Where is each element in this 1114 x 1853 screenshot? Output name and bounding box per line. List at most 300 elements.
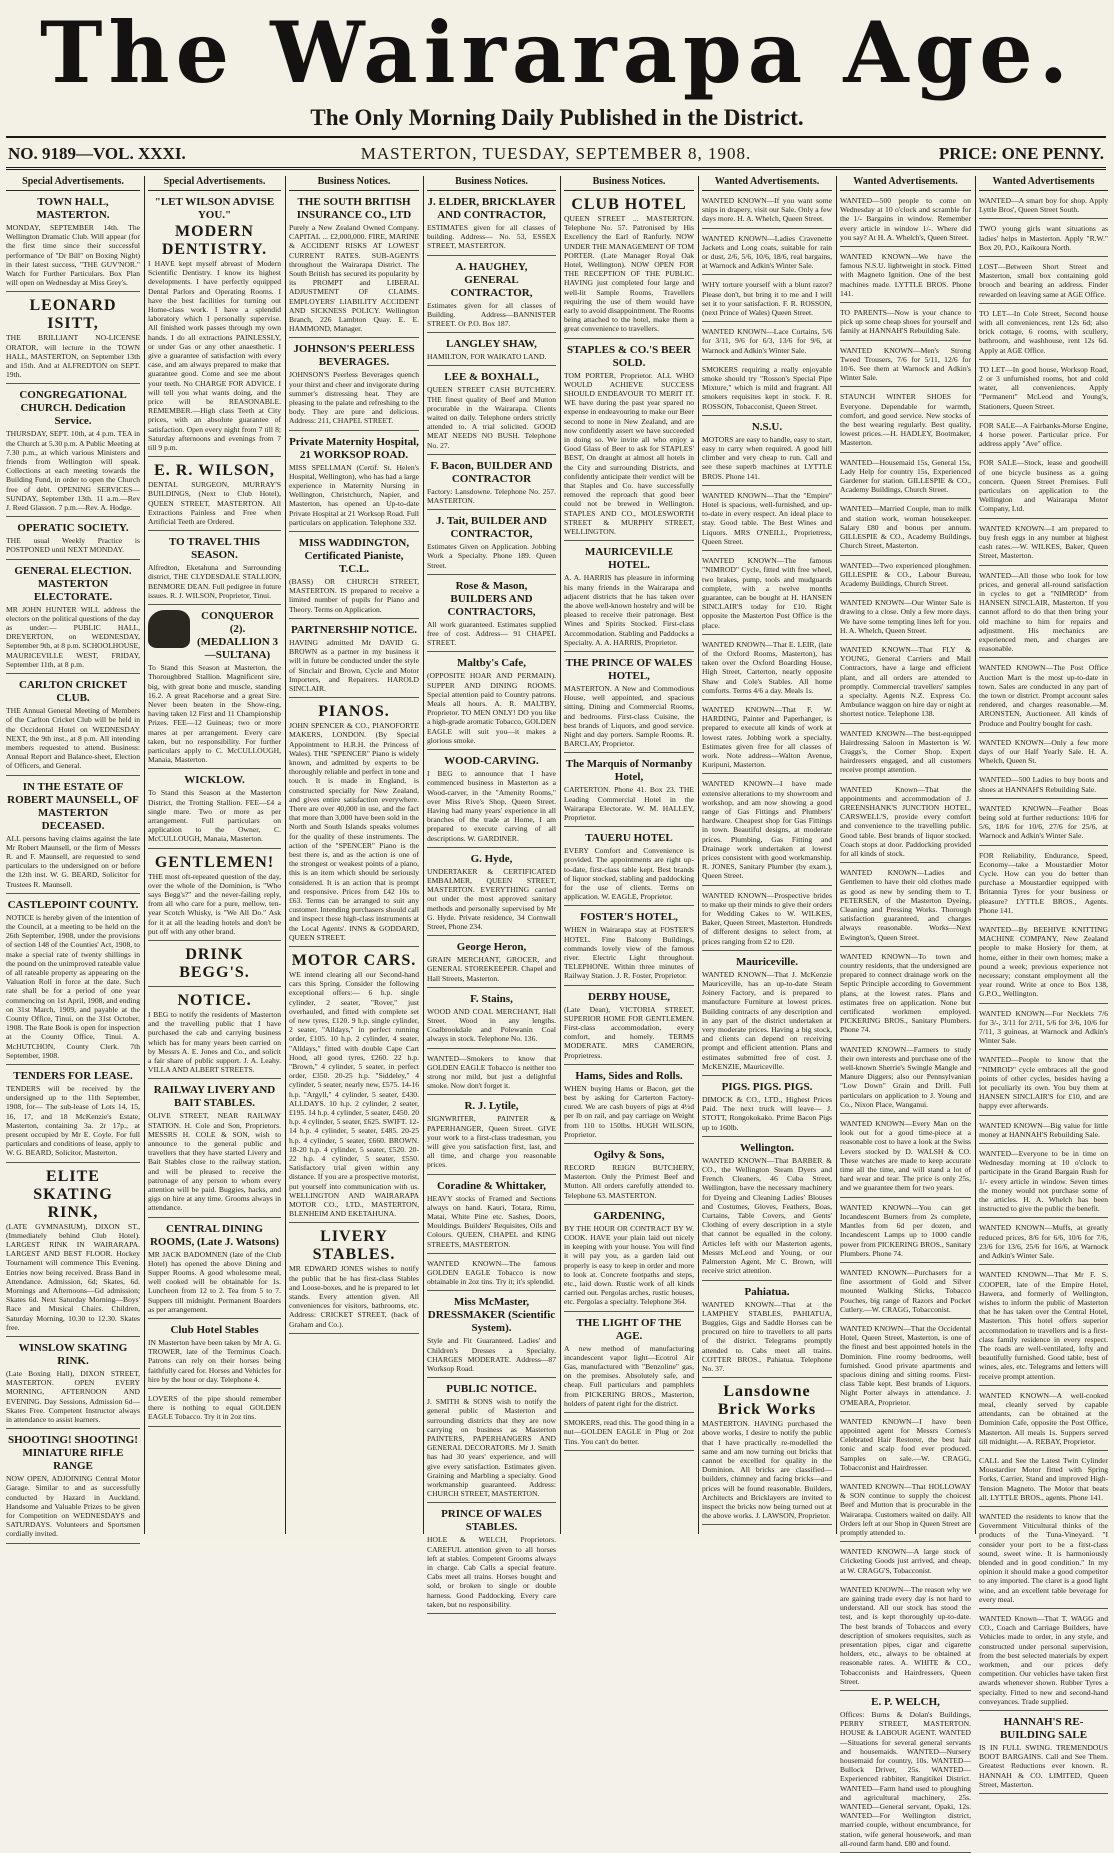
advertisement-body: A. A. HARRIS has pleasure in informing his many friends in the Wairarapa and adjacent districts that he has taken over the above well-known hostelry and will be pleased to receive their patronage. Best Wines and Spirits Stocked. First-class Accommodation. Stabling and Paddocks a Specialty. A. A. HARRIS, Proprietor.	[564, 573, 694, 647]
advertisement-body: WHEN buying Hams or Bacon, get the best by asking for Carterton Factory-cured. We are cash buyers of pigs at 4½d per lb on rail, and pay carriage on Weight from 110 to 150lbs. HUGH WILSON, Proprietor.	[564, 1083, 694, 1139]
advertisement	[6, 520, 140, 559]
advertisement-heading: MAURICEVILLE HOTEL.	[584, 546, 673, 572]
advertisement-display-heading: GENTLEMEN!	[154, 853, 275, 871]
advertisement-body: UNDERTAKER & CERTIFICATED EMBALMER, QUEEN STREET, MASTERTON. EVERYTHING carried out under the most approved sanitary methods and personally supervised by Mr G. Hyde. Private residence, 34 Cornwall Street, Phone 234.	[427, 866, 556, 931]
advertisement	[289, 194, 419, 338]
advertisement-body: DENTAL SURGEON, MURRAY'S BUILDINGS, (Next to Club Hotel), QUEEN STREET, MASTERTON. All Extractions Painless and Free when Artificial Teeth are Ordered.	[148, 480, 281, 527]
advertisement-heading: TAUERU HOTEL	[585, 832, 673, 845]
advertisement	[840, 1545, 971, 1580]
advertisement	[702, 489, 832, 551]
advertisement-heading: R. J. Lytile,	[464, 1100, 519, 1113]
advertisement	[702, 1284, 832, 1379]
advertisement-body: WANTED—People to know that the "NIMROD" cycle embraces all the good points of other cycles, besides having a lot peculiarly its own. You buy them at HANSEN SINCLAIR'S for £10, and are happy ever afterwards.	[979, 1055, 1108, 1111]
advertisement-body: OLIVE STREET, NEAR RAILWAY STATION. H. Cole and Son, Proprietors. MESSRS H. COLE & SON, wish to announce to the general public and travellers that they have started Livery and Bait Stables close to the railway station, and will be pleased to receive the patronage of any person to whom every attention will be paid. Buggies, hacks, and gigs on hire at any time. Grooms always in attendance.	[148, 1111, 281, 1213]
advertisement-body: WANTED—A smart boy for shop. Apply Lyttle Bros', Queen Street South.	[979, 196, 1108, 215]
advertisement-heading: OPERATIC SOCIETY.	[17, 522, 129, 535]
advertisement	[979, 661, 1108, 732]
column-header: Special Advertisements.	[6, 176, 140, 191]
advertisement-heading: RAILWAY LIVERY AND BAIT STABLES.	[153, 1084, 276, 1110]
column-header: Business Notices.	[427, 176, 556, 191]
advertisement-body: IS IN FULL SWING. TREMENDOUS BOOT BARGAINS. Call and See Them. Greatest Reductions ever known. R. HANNAH & CO. LIMITED, Queen Street, Masterton.	[979, 1743, 1108, 1789]
advertisement-body: WANTED KNOWN—The reason why we are gaining trade every day is not hard to understand. All our stock has stood the test, and is kept thoroughly up-to-date. The best brands of Tobaccos and every description of smokers requisites, such as presentation pipes, cigar and cigarette holders, etc., always to be obtained at reasonable rates. A. WHITE & CO., Tobacconists and Hairdressers, Queen Street.	[840, 1584, 971, 1686]
horse-illustration	[148, 610, 190, 648]
advertisement-heading: WOOD-CARVING.	[444, 755, 539, 768]
advertisement-heading: THE SOUTH BRITISH INSURANCE CO., LTD	[296, 196, 412, 221]
advertisement-heading: Maltby's Cafe,	[456, 657, 527, 670]
advertisement	[840, 643, 971, 724]
advertisement	[564, 909, 694, 985]
advertisement	[979, 1147, 1108, 1218]
advertisement-heading: THE LIGHT OF THE AGE.	[576, 1316, 682, 1342]
advertisement-body: WANTED KNOWN—The Post Office Auction Mart is the most up-to-date in town. Sales are conducted in any part of the town or district. Prompt account sales rendered, and charges reasonable.—M. ARONSTEN, Auctioneer. All kinds of Produce and Poultry bought for cash.	[979, 663, 1108, 728]
advertisement	[6, 779, 140, 894]
advertisement	[6, 194, 140, 292]
advertisement	[979, 522, 1108, 566]
advertisement	[427, 458, 556, 510]
advertisement-body: WANTED KNOWN—Our Winter Sale is drawing to a close. Only a few more days. We have some tempting lines left for you. H. A. Whelch, Queen Street.	[840, 598, 971, 635]
advertisement-heading: Wellington.	[739, 1141, 795, 1154]
advertisement-body: WANTED Known—That the appointments and accommodation of J. GREENSHANK'S JUNCTION HOTEL, CARSWELL'S, provide every comfort and convenience to the travelling public. Good table. Best brands of liquor stocked. Coach stops at door. Paddocking provided for all kinds of stock.	[840, 784, 971, 858]
advertisement	[979, 736, 1108, 771]
advertisement-body: (BASS) OR CHURCH STREET, MASTERTON. IS prepared to receive a limited number of pupils for Piano and Theory. Terms on Application.	[289, 577, 419, 614]
advertisement-body: JOHN SPENCER & CO., PIANOFORTE MAKERS, LONDON. (By Special Appointment to H.R.H. the Princess of Wales). THE "SPENCER" Piano is widely known, and admitted by experts to be thoroughly reliable and perfect in tone and touch. It is made in England, is constructed specially for New Zealand, and gives entire satisfaction everywhere. There are over 40,000 in use, and the fact that more than 3,000 have been sold in the North and South Islands speaks volumes for the quality of these instruments. The action of the "SPENCER" Piano is the best there is, and as the action is one of the strongest or weakest points of a piano, this is an item which should be seriously considered. It is an action that is prompt and responsive. Prices from £42 10s to £63. Terms can be arranged to suit any customer. Intending purchasers should call and inspect these high-class instruments at the Local Agents'. INNS & GODDARD, QUEEN STREET.	[289, 721, 419, 942]
issue-price: PRICE: ONE PENNY.	[938, 144, 1104, 163]
advertisement-body: WANTED KNOWN—A large stock of Cricketing Goods just arrived, and cheap, at W. CRAGG'S, Tobacconist.	[840, 1547, 971, 1575]
advertisement-body: STAUNCH WINTER SHOES for Everyone. Dependable for warmth, comfort, and good service. New stocks of the best wearing regularly. Best quality, lowest prices.—H. HADLEY, Bootmaker, Masterton.	[840, 392, 971, 448]
advertisement	[702, 554, 832, 635]
advertisement	[840, 344, 971, 388]
advertisement-body: WANTED KNOWN—A well-cooked meal, cleanly served by capable attendants, can be obtained at the Dominion Cafe, opposite the Post Office, Masterton. All meals 1s. Suppers served till midnight.—A. REBAY, Proprietor.	[979, 1390, 1108, 1446]
advertisement	[148, 990, 281, 1079]
advertisement	[148, 608, 281, 769]
advertisement	[979, 260, 1108, 304]
advertisement-body: (LATE GYMNASIUM), DIXON ST., (Immediately behind Club Hotel). LARGEST RINK IN WAIRARAPA. LARGEST AND BEST FLOOR. Hockey Tournament will commence This Evening. Entries now being received. Brass Band in Attendance. Admission, 6d; Skates, 6d. Mornings and Afternoons—Gd admission; Skates 6d. Next Saturday Morning—Boys' Race and Musical Chairs. Children, Saturday Morning, 10.30 to 12.30. Skates free.	[6, 1221, 140, 1332]
advertisement-body: FOR Reliability, Endurance, Speed, Economy—take a Moustardier Motor Cycle. How can you do better than purchase a Moustardier equipped with Britannia Tyres for your business or pleasure? LYTTLE BROS., Agents. Phone 141.	[979, 850, 1108, 915]
advertisement-body: WANTED KNOWN—I am prepared to buy fresh eggs in any number at highest cash rates.—W. WILKES, Baker, Queen Street, Masterton.	[979, 523, 1108, 561]
advertisement-body: Offices: Burns & Dolan's Buildings, PERRY STREET, MASTERTON. HOUSE & LABOUR AGENT. WANTED—Situations for several general servants and housemaids. WANTED—Nursery housemaid for country, 10s. WANTED—Bullock Driver, 25s. WANTED—Experienced rabbiter, Rangitikei District. WANTED—Farm hand used to ploughing and agricultural machinery, 25s. WANTED—General servant, Opaki, 12s. WANTED—For Wellington district, married couple, without encumbrance, for station, wife general housework, and man all-round farm hand. £80 and found.	[840, 1710, 971, 1848]
advertisement-body: TO LET—In Cole Street, Second house with all conveniences, rent 12s 6d; also brick cottage, 6 rooms, with scullery, bathroom, and washhouse, rent 12s 6d. Apply at AGE Office.	[979, 308, 1108, 355]
advertisement-body: To Stand this Season at the Masterton District, the Trotting Stallion. FEE—£4 a single mare. Two or more as per arrangement. Full particulars on application to the Owner, C. McCULLOUGH, Manaia, Masterton.	[148, 788, 281, 844]
advertisement	[427, 1381, 556, 1503]
advertisement-body: All work guaranteed. Estimates supplied free of cost. Address— 91 CHAPEL STREET.	[427, 619, 556, 648]
advertisement-body: JOHNSON'S Peerless Beverages quench your thirst and cheer and invigorate during summer's distressing heat. They are pleasing to the palate and refreshing to the body. They are pure and delicious. Address: 211, CHAPEL STREET.	[289, 370, 419, 426]
advertisement	[6, 1068, 140, 1163]
advertisement	[840, 950, 971, 1040]
advertisement-body: LOST—Between Short Street and Masterton, small box containing gold brooch and bearing an address. Finder rewarded on leaving same at AGE Office.	[979, 262, 1108, 299]
advertisement-heading: F. Bacon, BUILDER AND CONTRACTOR	[430, 459, 553, 485]
advertisement-body: ALL persons having claims against the late Mr Robert Maunsell, or the firm of Messrs R. and F. Maunsell, are requested to send particulars to the undersigned on or before the 12th inst. W. G. BEARD, Solicitor for Trustees R. Maunsell.	[6, 833, 140, 889]
advertisement	[564, 1315, 694, 1413]
advertisement	[427, 939, 556, 988]
advertisement	[427, 1257, 556, 1292]
advertisement-heading: DERBY HOUSE,	[587, 990, 671, 1003]
advertisement-heading: WINSLOW SKATING RINK.	[18, 1342, 128, 1368]
advertisement-body: MISS SPELLMAN (Certif. St. Helen's Hospital, Wellington), who has had a large experience in Maternity Nursing in Wellington, Christchurch, Napier, and Masterton, has opened an Up-to-date Private Hospital at 21 Worksop Road. Full particulars on application. Telephone 332.	[289, 462, 419, 527]
advertisement	[564, 756, 694, 827]
advertisement-body: WANTED—All those who look for low prices, and general all-round satisfaction in cycles to get a "NIMROD" from HANSEN SINCLAIR, Masterton. If you cannot afford to do that then bring your old machine to him for repairs and adjustment. His mechanics are experienced men, and charges are reasonable.	[979, 570, 1108, 654]
advertisement	[702, 777, 832, 885]
advertisement-body: WANTED KNOWN—That the "Empire" Hotel is spacious, well-furnished, and up-to-date in every respect. An ideal place to stay. Good table. The Best Wines and Liquors. MRS O'NEILL, Proprietress, Queen Street.	[702, 490, 832, 546]
advertisement	[840, 727, 971, 780]
advertisement-body: Factory: Lansdowne. Telephone No. 257. MASTERTON.	[427, 486, 556, 506]
advertisement	[979, 1053, 1108, 1115]
advertisement-body: (OPPOSITE HOAR AND PERMAIN). SUPPER AND DINING ROOMS. Special attention paid to Country patrons. Meals all hours. A. R. MALTBY, Proprietor. TO MEN ONLY! DO you like a high-grade aromatic Tobacco, GOLDEN EAGLE will suit you—it makes a glorious smoke.	[427, 671, 557, 745]
advertisement-heading: Coradine & Whittaker,	[436, 1179, 547, 1192]
advertisement	[840, 390, 971, 452]
advertisement	[979, 569, 1108, 659]
advertisement-heading: TO TRAVEL THIS SEASON.	[169, 536, 260, 562]
advertisement-heading: CASTLEPOINT COUNTY.	[7, 898, 139, 911]
advertisement-body: WANTED—Smokers to know that GOLDEN EAGLE Tobacco is neither too strong nor mild, but just a delightful smoke. Now don't forget it.	[427, 1053, 556, 1091]
advertisement-body: WANTED—Married Couple, man to milk and station work, woman housekeeper. Salary £80 and bonus per annum. GILLESPIE & CO., Academy Buildings, Church Street, Masterton.	[840, 504, 971, 551]
advertisement-display-heading: PIANOS.	[318, 703, 390, 721]
column-1	[3, 176, 143, 1539]
advertisement	[148, 852, 281, 941]
advertisement	[148, 534, 281, 605]
advertisement	[979, 194, 1108, 219]
advertisement-body: TWO young girls want situations as ladies' helps in Masterton. Apply "R.W." Box 20, P.O., Kaikoura North.	[979, 224, 1108, 252]
advertisement	[564, 544, 694, 652]
advertisement	[979, 222, 1108, 257]
advertisement-body: WANTED KNOWN—Ladies Cravenette Jackets and Long coats, suitable for rain or dust, 2/6, 5/6, 10/6, 18/6, real bargains, at Warnock and Adkin's Winter Sale.	[702, 233, 832, 271]
advertisement	[148, 1322, 281, 1389]
column-header: Special Advertisements.	[148, 176, 281, 191]
advertisement-heading: CENTRAL DINING ROOMS, (Late J. Watsons)	[149, 1222, 280, 1248]
column-header: Wanted Advertisements.	[840, 176, 971, 191]
advertisement-heading: PUBLIC NOTICE.	[446, 1383, 537, 1396]
column-8	[976, 176, 1111, 1789]
column-2	[145, 176, 284, 1536]
advertisement-body: MR JOHN HUNTER WILL address the electors on the political questions of the day as under:— PUBLIC HALL, DREYERTON, on WEDNESDAY, September 9th, at 8 p.m. SCHOOLHOUSE, MAURICEVILLE WEST, FRIDAY, September 11th, at 8 p.m.	[6, 604, 140, 669]
advertisement-body: WANTED KNOWN—The famous "NIMROD" Cycle, fitted with free wheel, two brakes, pump, tools and mudguards complete, with a twelve months guarantee, can be bought at H. HANSEN SINCLAIR'S today for £10. Right opposite the Masterton Post Office is the place.	[702, 556, 832, 630]
advertisement	[6, 387, 140, 517]
advertisement	[840, 866, 971, 947]
advertisement	[979, 773, 1108, 798]
advertisement-body: WANTED KNOWN—I have made extensive alterations to my showroom and workshop, and am now showing a good range of Gas Fittings and Plumbers' hardware. Cheapest shop for Gas Fittings in town. Beautiful designs, at moderate prices. Plumbing, Gas Fitting and Drainage work undertaken at lowest prices consistent with good workmanship. R. JONES, Sanitary Plumber (by exam.), Queen Street.	[702, 779, 832, 881]
advertisement-heading: GARDENING,	[593, 1209, 665, 1222]
advertisement-body: LOVERS of the pipe should remember there is nothing to equal GOLDEN EAGLE Tobacco. Try it in 2oz tins.	[148, 1394, 281, 1422]
advertisement	[979, 849, 1108, 920]
advertisement	[564, 655, 694, 753]
advertisement	[979, 1007, 1108, 1051]
advertisement-body: TENDERS will be received by the undersigned up to the 11th September, 1908, for— The sub-lease of Lots 14, 15, 16, 17, and 18 McKenzie's Estate, Masterton, containing 3a. 2r 17p., at present occupied by Mr E. Coyle. For full particulars and conditions of lease, apply to W. G. BEARD, Solicitor, Masterton.	[6, 1083, 140, 1158]
advertisement-body: QUEEN STREET CASH BUTCHERY. THE finest quality of Beef and Mutton procurable in the Wairarapa. Clients waited on daily. Telephone orders strictly attended to. A trial solicited. GOOD MEAT NEEDS NO BUSH. Telephone No. 27.	[427, 385, 556, 450]
advertisement	[702, 1140, 832, 1281]
advertisement-body: BY THE HOUR OR CONTRACT BY W. COOK. HAVE your plain laid out nicely in keeping with your house. You will find it will pay you, as a garden laid out properly is easy to keep in order and more to look at. Concrete footpaths and steps, etc., laid down. Rustic work of all kinds carried out. Pergolas arches, rustic houses, etc. Pergolas a specialty. Telephone 364.	[564, 1223, 694, 1307]
advertisement	[289, 950, 419, 1223]
advertisement-heading: CARLTON CRICKET CLUB.	[19, 679, 127, 705]
column-5	[561, 176, 697, 1536]
advertisement	[564, 1147, 694, 1205]
advertisement	[702, 1381, 832, 1525]
advertisement-body: FOR SALE—Stock, lease and goodwill of one bicycle business as a going concern. Queen Street Premises. Full particulars on application to the Wellington and Wairarapa Motor Company, Ltd.	[979, 458, 1108, 514]
advertisement-body: (Late Boxing Hall), DIXON STREET, MASTERTON. OPEN EVERY MORNING, AFTERNOON AND EVENING. Day Sessions, Admission 6d—Skates Free. Competent Instructor always in attendance to assist learners.	[6, 1369, 140, 1425]
advertisement-display-heading: DRINK BEGG'S.	[179, 945, 250, 981]
advertisement	[840, 596, 971, 640]
advertisement-heading: TENDERS FOR LEASE.	[13, 1069, 133, 1082]
advertisement	[702, 232, 832, 276]
advertisement-body: WANTED KNOWN—Purchasers for a fine assortment of Gold and Silver mounted Walking Sticks, Tobacco Pouches, big range of Razors and Pocket Cutlery.—W. CRAGG, Tobacconist.	[840, 1267, 971, 1314]
advertisement-display-heading: MODERN DENTISTRY.	[161, 223, 268, 258]
advertisement	[840, 502, 971, 555]
advertisement-body: WANTED KNOWN—Prospective brides to make up their minds to give their orders for Wedding Cakes to W. WILKES, Baker, Queen Street, Masterton. Hundreds of different designs to select from, at prices ranging from £2 to £20.	[702, 890, 832, 946]
advertisement-heading: GENERAL ELECTION. MASTERTON ELECTORATE.	[14, 564, 132, 603]
advertisement-heading: J. Tait, BUILDER AND CONTRACTOR,	[436, 515, 547, 541]
advertisement-body: EVERY Comfort and Convenience is provided. The appointments are right up-to-date, first-class table kept. Best brands of liquor stocked, stabling and paddocking for the use of clients. Terms on application. W. EAGLE, Proprietor.	[564, 846, 694, 902]
advertisement	[840, 1694, 971, 1853]
advertisement	[979, 363, 1108, 416]
advertisement-heading: FOSTER'S HOTEL,	[580, 911, 678, 924]
advertisement	[979, 802, 1108, 846]
advertisement	[702, 363, 832, 416]
advertisement-body: WANTED KNOWN—Men's Strong Tweed Trousers, 7/6 for 5/11, 12/6 for 10/6. See them at Warnock and Adkin's Winter Sale.	[840, 345, 971, 383]
advertisement-body: WANTED KNOWN—The famous GOLDEN EAGLE Tobacco is now obtainable in 2oz tins. Try it; it's splendid.	[427, 1258, 556, 1287]
advertisement-heading: Miss McMaster, DRESSMAKER (Scientific System).	[427, 1296, 556, 1335]
advertisement-body: CARTERTON. Phone 41. Box 23. THE Leading Commercial Hotel in the Wairarapa Electorate. W. M. HALLEY, Proprietor.	[564, 785, 694, 822]
advertisement	[702, 194, 832, 229]
advertisement-body: MASTERTON. A New and Commodious House, well appointed, and spacious sitting, Dining and Commercial Rooms, and bedrooms. First-class Cuisine, the best brands of Liquors, and good service. Night and day porters. Sample Rooms. R. BARCLAY, Proprietor.	[564, 683, 694, 749]
advertisement	[564, 342, 694, 542]
column-header: Wanted Advertisements	[979, 176, 1108, 191]
advertisement-heading: Ogilvy & Sons,	[593, 1149, 665, 1162]
advertisement	[6, 1166, 140, 1337]
advertisement	[840, 1415, 971, 1477]
advertisement-heading: PIGS. PIGS. PIGS.	[721, 1081, 813, 1094]
advertisement	[979, 419, 1108, 454]
advertisement-heading: IN THE ESTATE OF ROBERT MAUNSELL, OF MASTERTON DECEASED.	[7, 780, 139, 832]
advertisement	[979, 1714, 1108, 1794]
advertisement-body: FOR SALE—A Fairbanks-Morse Engine, 4 horse power. Particular price. For address apply "Ave" office.	[979, 420, 1108, 449]
advertisement-body: QUEEN STREET ... MASTERTON. Telephone No. 57. Patronised by His Excellency the Earl of Ranfurly. NOW UNDER THE MANAGEMENT OF TOM PORTER. (Late Manager Royal Oak Hotel, Wellington). NOW OPEN FOR THE RECEPTION OF THE PUBLIC. HAVING just completed four large and well-lit Sample Rooms, Travellers requiring the use of them would have early to avoid disappointment. The Rooms being attached to the hotel, make them a great convenience to travellers.	[564, 214, 694, 334]
advertisement-heading: George Heron,	[456, 941, 527, 954]
advertisement	[148, 1082, 281, 1217]
advertisement-heading: J. ELDER, BRICKLAYER AND CONTRACTOR,	[427, 196, 556, 221]
advertisement-body: IN Masterton have been taken by Mr A. G. TROWER, late of the Terminus Coach. Patrons can rely on their horses being faithfully cared for. Horses and Vehicles for hire by the hour or day. Telephone 4.	[148, 1338, 281, 1384]
advertisement-body: WANTED KNOWN—Farmers to study their own interests and purchase one of the well-known Sherrie's Swingle Mangle and Manure Diggers; also our Pennsylvanian "Low Down" Grain and Drill. Full particulars on application to J. Young and Co., Nixon Place, Wanganui.	[840, 1044, 971, 1109]
advertisement-body: Alfredton, Eketahuna and Surrounding district, THE CLYDESDALE STALLION, BENMORE DEAN. Full pedigree in future issues. R. J. WILSON, Proprietor, Tinui.	[148, 563, 281, 600]
advertisement	[979, 456, 1108, 518]
advertisement	[702, 278, 832, 322]
advertisement	[427, 851, 556, 936]
advertisement	[6, 677, 140, 775]
advertisement-body: THE BRILLIANT NO-LICENSE ORATOR, will lecture in the TOWN HALL, MASTERTON, on September 13th and 15th. And at ALFREDTON on SEPT. 19th.	[6, 333, 140, 380]
advertisement	[6, 295, 140, 384]
newspaper-subtitle: The Only Morning Daily Published in the District.	[310, 105, 804, 130]
advertisement	[840, 1480, 971, 1542]
masthead	[0, 0, 1114, 136]
advertisement-body: HOLE & WELCH, Proprietors. CAREFUL attention given to all horses left at stables. Competent Grooms always in charge. Cab Calls a special feature. Cabs meet all trains. Horses bought and sold, or broken to single or double harness. Good Paddocking. Every care taken, but no responsibility.	[427, 1535, 556, 1609]
advertisement	[427, 991, 556, 1049]
advertisement	[979, 1612, 1108, 1711]
advertisement	[564, 830, 694, 906]
advertisement	[564, 1416, 694, 1451]
advertisement	[148, 772, 281, 848]
advertisement-heading: CONQUEROR (2). (MEDALLION 3—SULTANA)	[197, 610, 278, 662]
advertisement-heading: PARTNERSHIP NOTICE.	[291, 623, 417, 636]
advertisement	[564, 1208, 694, 1312]
advertisement-body: WANTED—500 Ladies to buy boots and shoes at HANNAH'S Rebuilding Sale.	[979, 775, 1108, 794]
advertisement-body: HAMILTON, FOR WAIKATO LAND.	[427, 352, 547, 362]
advertisement	[702, 889, 832, 951]
advertisement-body: WANTED KNOWN—That at the LAMPHEY STABLES, PAHIATUA, Buggies, Gigs and Saddle Horses can be procured on hire to travellers to all parts of the district. Telegrams promptly attended to. Cabs meet all trains. COTTER BROS., Pahiatua. Telephone No. 37.	[702, 1299, 832, 1373]
advertisement-body: SIGNWRITER, PAINTER & PAPERHANGER, Queen Street. GIVE your work to a first-class tradesman, you will give you satisfaction first, last, and all time, and charge you reasonable prices.	[427, 1114, 556, 1170]
advertisement-body: WANTED KNOWN—Muffs, at greatly reduced prices, 8/6 for 6/6, 10/6 for 7/6, 23/6 for 13/6, 25/6 for 16/6, at Warnock and Adkin's Winter Sale.	[979, 1223, 1108, 1261]
advertisement	[427, 1506, 556, 1614]
advertisement	[564, 194, 694, 339]
advertisement-body: THE usual Weekly Practice is POSTPONED until NEXT MONDAY.	[6, 536, 140, 555]
advertisement-heading: E. P. WELCH,	[871, 1696, 940, 1709]
advertisement	[840, 1201, 971, 1263]
advertisement-body: WHY torture yourself with a blunt razor? Please don't, but bring it to me and I will set it to your satisfaction. F. R. ROSSON, (next Prince of Wales) Queen Street.	[702, 280, 832, 318]
advertisement-heading: G. Hyde,	[470, 852, 513, 865]
advertisement	[6, 1432, 140, 1543]
advertisement-body: WANTED—Everyone to be in time on Wednesday morning at 10 o'clock to participate in the Grand Bargain Rush for 1/- every article in window. Seven times the money would not purchase some of the articles. H. A. Whelch has been instructed to give the public the benefit.	[979, 1149, 1108, 1214]
advertisement-body: MONDAY, SEPTEMBER 14th. The Wellington Dramatic Club. Will appear (for the first time since their successful performance of "Dr Bill" on Boxing Night) in their latest success, "THE GUV'NOR." Watch for Further Particulars. Box Plan will open on Wednesday at Miss Grey's.	[6, 223, 140, 288]
advertisement-body: WANTED KNOWN—You can get Incandescent Burners from 2s complete, Mantles from 6d per dozen, and Incandescent Lamps up to 1000 candle power from PICKERING BROS., Sanitary Plumbers. Phone 74.	[840, 1202, 971, 1258]
advertisement	[702, 325, 832, 360]
advertisement	[148, 460, 281, 531]
column-header: Business Notices.	[564, 176, 694, 191]
advertisement-display-heading: MOTOR CARS.	[291, 951, 417, 969]
advertisement	[840, 306, 971, 341]
advertisement-body: WANTED KNOWN—Big value for little money at HANNAH'S Rebuilding Sale.	[979, 1120, 1108, 1139]
advertisement-heading: Mauriceville.	[735, 955, 798, 968]
advertisement-body: WANTED KNOWN—That E. LEIR, (late of the Oxford Rooms, Masterton), has taken over the Oxford Boarding House, High Street, Carterton, nearly opposite Shaw and Cole's Stables. All home comforts. Terms 4/6 a day. Meals 1s.	[702, 639, 832, 695]
advertisement-body: WANTED KNOWN—Only a few more days of our Half Yearly Sale. H. A. Whelch, Queen St.	[979, 737, 1108, 766]
advertisement-display-heading: ELITE SKATING RINK,	[33, 1167, 113, 1221]
advertisement-body: WANTED KNOWN—We have the famous N.S.U. lightweight in stock. Fitted with Magneto Ignition. One of the best machines made. LYTTLE BROS. Phone 141.	[840, 252, 971, 298]
advertisement-body: Style and Fit Guaranteed. Ladies' and Children's Dresses a Specialty. CHARGES MODERATE. Address—87 Worksop Road.	[427, 1336, 556, 1374]
advertisement	[289, 701, 419, 947]
advertisement-body: WANTED Known—That T. WAGG and CO., Coach and Carriage Builders, have Vehicles made to order, in any style, and constructed under personal supervision, from the best selected materials by expert workmen, and our prices defy competition. Our vehicles have taken first awards whenever shown. Rubber Tyres a specialty. Fitted to new and second-hand conveyances. Trade supplied.	[979, 1614, 1108, 1706]
advertisement-body: I BEG to announce that I have commenced business in Masterton as a Wood-carver, in the "Amenity Rooms," over Miss Rive's Shop, Queen Street. Having had many years' experience in all branches of the trade at Home, I am prepared to execute carving of all descriptions. W. GARDINER.	[427, 769, 556, 843]
advertisement	[427, 194, 556, 256]
advertisement	[979, 1454, 1108, 1507]
advertisement-body: CALL and See the Latest Twin Cylinder Moustardier Motor fitted with Spring Forks, Carrier, Stand and improved High-Tension Magneto. The Motor that beats all. LYTTLE BROS., agents. Phone 141.	[979, 1455, 1108, 1502]
advertisement	[979, 1119, 1108, 1144]
advertisement	[979, 1510, 1108, 1609]
column-3	[286, 176, 422, 1536]
advertisement-display-heading: E. R. WILSON,	[154, 462, 275, 480]
advertisement	[148, 194, 281, 457]
advertisement-body: TO PARENTS—Now is your chance to pick up some cheap shoes for yourself and family at HANNAH'S Rebuilding Sale.	[840, 308, 971, 336]
advertisement	[427, 1098, 556, 1174]
column-6	[699, 176, 835, 1536]
advertisement	[840, 1266, 971, 1319]
advertisement	[427, 753, 556, 848]
advertisement	[840, 559, 971, 594]
issue-date: MASTERTON, TUESDAY, SEPTEMBER 8, 1908.	[360, 144, 752, 163]
advertisement-heading: F. Stains,	[470, 992, 513, 1005]
advertisement	[427, 259, 556, 334]
issue-number: NO. 9189—VOL. XXXI.	[8, 144, 186, 163]
column-4	[424, 176, 559, 1609]
column-header: Wanted Advertisements.	[702, 176, 832, 191]
advertisement	[289, 622, 419, 698]
advertisement	[840, 194, 971, 247]
advertisement-body: I BEG to notify the residents of Masterton and the travelling public that I have purchased the cab and carrying business which has for many years been carried on by Messrs A. E. Jones and Co., and solicit a fair share of public support. J. A. Leahy. VILLA AND ALBERT STREETS.	[148, 1009, 281, 1075]
advertisement-body: RECORD REIGN BUTCHERY, Masterton. Only the Primest Beef and Mutton. All orders carefully attended to. Telephone 63. MASTERTON.	[564, 1163, 694, 1200]
dateline-bar	[6, 136, 1106, 170]
advertisement-body: HEAVY stocks of Framed and Sections always on hand. Kauri, Totara, Rimu, Matai, White Pine etc. Sashes, Doors, Mouldings. Builders' Requisites, Oils and Colours. QUEEN, CHAPEL and KING STREETS, MASTERTON.	[427, 1193, 556, 1249]
advertisement-heading: N.S.U.	[751, 420, 783, 433]
advertisement-body: WANTED KNOWN—Every Man on the look out for a good time-piece at a reasonable cost to have a look at the Swiss Levers stocked by D. WALSH & CO. These watches are made to keep accurate time all the time, and will stand a lot of hard wear and tear. The price is only 25s, and we guarantee them for two years.	[840, 1119, 971, 1193]
advertisement	[289, 535, 419, 619]
advertisement-body: WANTED KNOWN—That J. McKenzie Mauriceville, has an up-to-date Steam Joinery Factory, and is prepared to manufacture Furniture at lowest prices. Building contracts of any description and in any part of the district undertaken at very moderate prices. Having a big stock, and clients can depend on receiving prompt and efficient attention. Plans and estimates submitted free of cost. J. McKENZIE, Mauriceville.	[702, 969, 832, 1071]
advertisement-body: WANTED—Two experienced ploughmen. GILLESPIE & CO., Labour Bureau, Academy Buildings, Church Street.	[840, 560, 971, 588]
column-7	[837, 176, 974, 1848]
advertisement-body: MR EDWARD JONES wishes to notify the public that he has first-class Stables and Loose-boxes, and he is prepared to let stands. Every attention given. All conveniences for visitors, bathrooms, etc. Address: CRICKET STREET, (back of Graham and Co.).	[289, 1264, 419, 1329]
advertisement-body: WANTED KNOWN—Feather Boas being sold at further reductions: 10/6 for 5/6, 18/6 for 10/6, 27/6 for 25/6, at Warnock and Adkin's Winter Sale.	[979, 803, 1108, 841]
advertisement	[702, 954, 832, 1076]
advertisement-display-heading: CLUB HOTEL	[571, 196, 687, 213]
advertisement-body: THE Annual General Meeting of Members of the Carlton Cricket Club will be held in the Occidental Hotel on WEDNESDAY NEXT, the 9th inst., at 8 p.m. All intending members requested to attend. Business: Annual Report and Balance-sheet, Election of Officers, and General.	[6, 706, 140, 771]
advertisement	[840, 1583, 971, 1691]
advertisement	[427, 513, 556, 575]
advertisement	[840, 1043, 971, 1114]
advertisement-display-heading: Lansdowne Brick Works	[717, 1383, 817, 1419]
advertisement-heading: The Marquis of Normanby Hotel,	[565, 758, 693, 784]
advertisement-body: WANTED KNOWN—If you want some snips in drapery, visit our Sale. Only a few days more. H. A. Whelch, Queen Street.	[702, 196, 832, 224]
advertisement	[427, 336, 556, 366]
advertisement-body: WANTED KNOWN—That F. W. HARDING, Painter and Paperhanger, is prepared to execute all kinds of work at lowest rates. Jobbing work a specialty. Estimates given free for all classes of work. Note address—Walton Avenue, Kuripuni, Masterton.	[702, 704, 832, 770]
advertisement-heading: Rose & Mason, BUILDERS AND CONTRACTORS,	[447, 579, 536, 618]
advertisement-body: WANTED KNOWN—That the Occidental Hotel, Queen Street, Masterton, is one of the finest and best appointed hotels in the Dominion. Fine roomy bedrooms, well furnished. Good private apartments and spacious dining and sitting rooms. First-class Table kept. Best brands of Liquors. Night Porter always in attendance. J. O'MEARA, Proprietor.	[840, 1323, 971, 1407]
advertisement-heading: STAPLES & CO.'S BEER SOLD.	[567, 343, 691, 369]
advertisement-body: WANTED KNOWN—Ladies and Gentlemen to have their old clothes made as good as new by sending them to T. PETERSEN, of the Masterton Dyeing, Cleaning and Pressing Works. Thorough satisfaction guaranteed, and charges always reasonable. Works—Next Ewington's, Queen Street.	[840, 868, 971, 942]
advertisement	[840, 783, 971, 864]
advertisement	[289, 1226, 419, 1333]
advertisement-heading: JOHNSON'S PEERLESS BEVERAGES.	[293, 343, 415, 369]
advertisement-display-heading: NOTICE.	[177, 991, 252, 1009]
advertisement-body: I HAVE kept myself abreast of Modern Scientific Dentistry. I know its highest developments. I have perfectly equipped Dental Parlors and Operating Rooms. I have the best facilities for turning out Home-class work. I have a splendid laboratory which I personally supervise. All finished work passes through my own hands. I do all extractions PAINLESSLY, or under Gas or any other anaesthetic. I give a guarantee of satisfaction with every case, and am always prepared to make that guarantee good. Come and see me about your teeth. No CHARGE FOR ADVICE. I will tell you what wants doing, and the price will be REASONABLE. REMEMBER.—High class Teeth at City prices, with an absolute guarantee of satisfaction. Open every night from 7 till 8; Saturday afternoons and evenings from 7 till 9 p.m.	[148, 259, 281, 453]
advertisement	[979, 1389, 1108, 1451]
advertisement-body: GRAIN MERCHANT, GROCER, and GENERAL STOREKEEPER. Chapel and Hall Streets, Masterton.	[427, 955, 556, 983]
advertisement	[427, 1052, 556, 1096]
advertisement-body: WANTED KNOWN—For Necklets 7/6 for 3/-, 3/11 for 2/11, 5/6 for 3/6, 10/6 for 7/11, 3 guineas, at Warnock and Adkin's Winter Sale.	[979, 1008, 1108, 1046]
advertisement	[702, 638, 832, 700]
advertisement	[840, 456, 971, 500]
advertisement-body: THURSDAY, SEPT. 10th, at 4 p.m. TEA in the Church at 5.30 p.m. A Public Meeting at 7.30 p.m., at which various Ministers and friends from Wellington will speak. Collections at each meeting towards the Building Fund, in order to open the Church free of debt. OPENING SERVICES—SUNDAY, September 13th. 11 a.m.—Rev J. Reed Glasson. 7 p.m.—Rev. A. Hodge.	[6, 429, 140, 513]
advertisement-body: SMOKERS, read this. The good thing in a nut—GOLDEN EAGLE in Plug or 2oz Tins. You can't do better.	[564, 1418, 694, 1446]
advertisement-body: WANTED KNOWN—That FLY & YOUNG, General Carriers and Mail Contractors, have a large and efficient plant, and all orders are attended to promptly. Commercial travellers' samples a specialty. Agents N.Z. Express Co. Ambulance waggon on hire day or night at shortest notice. Telephone 138.	[840, 644, 971, 719]
newspaper-title: The Wairarapa Age.	[39, 3, 1074, 102]
column-header: Business Notices.	[289, 176, 419, 191]
advertisement-heading: Hams, Sides and Rolls.	[575, 1069, 683, 1082]
advertisement-heading: THE PRINCE OF WALES HOTEL,	[565, 656, 693, 682]
advertisement-body: WANTED the residents to know that the Government Viticultural thinks of the products of the Tuna-Vineyard. "I consider your port to be a first-class sound, sweet wine. It is harmoniously blended and in good condition." In my opinion it should make a good competitor to any imported. The claret is a good light wine, and an excellent table beverage for every meal.	[979, 1511, 1108, 1604]
advertisement-heading: Pahiatua.	[744, 1285, 790, 1298]
advertisement-body: TO LET—In good house, Worksop Road, 2 or 3 unfurnished rooms, hot and cold water, all conveniences. Apply "Permanent" McLeod and Young's, Stationers, Queen Street.	[979, 364, 1108, 411]
advertisement-body: WANTED KNOWN—To town and country residents, that the undersigned are prepared to connect drainage work on the Septic Principle according to Government plans, at the lowest rates. Plans and estimates free on application. None but certificated workmen employed. PICKERING BROS., Sanitary Plumbers. Phone 74.	[840, 951, 971, 1035]
advertisement-heading: "LET WILSON ADVISE YOU."	[154, 196, 275, 221]
advertisement-body: WANTED KNOWN—That BARBER & CO., the Wellington Steam Dyers and French Cleaners, 46 Cuba Street, Wellington, have the necessary machinery for Dyeing and Cleaning Ladies' Blouses and Costumes, Gloves, Feathers, Boas, Curtains, Table Covers, and Gents' Clothing of every description in a style that cannot be equalled in the colony. Articles left with our Masterton agents, Messrs McLeod and Young, or our Palmerston Agent, Mr C. Brown, will receive strict attention.	[702, 1155, 832, 1276]
advertisement	[979, 307, 1108, 360]
advertisement-body: WANTED—Housemaid 15s, General 15s, Lady Help for country 15s, Experienced Gardener for station. GILLESPIE & CO., Academy Buildings, Church Street.	[840, 457, 971, 495]
advertisement	[702, 419, 832, 486]
advertisement-body: NOTICE is hereby given of the intention of the Council, at a meeting to be held on the 26th September, 1908, under the provisions of section 148 of the Counties' Act, 1908, to make a special rate of twenty shillings in the pound on the unimproved rateable value of all rateable property as appearing on the Valuation Roll in force at the date. Such rate shall be for a period of one year commencing on 1st April, 1908, and ending on 31st March, 1909, and payable at the County Office, Tinui, on the 31st October, 1908. The Rate Book is open for inspection at the County Office, Tinui. A. McHUTCHON, County Clerk. 7th September, 1908.	[6, 912, 140, 1060]
advertisement-body: DIMOCK & CO., LTD., Highest Prices Paid. The next truck will leave— J. STOTT, Rongokokako. Prime Bacon Pigs up to 160lb.	[702, 1095, 832, 1132]
advertisement-heading: HANNAH'S RE-BUILDING SALE	[999, 1716, 1088, 1742]
advertisement-body: Estimates given for all classes of Building. Address—BANNISTER STREET. Or P.O. Box 187.	[427, 300, 556, 329]
advertisement	[6, 1340, 140, 1429]
advertisement	[289, 341, 419, 430]
advertisement	[702, 703, 832, 774]
advertisement-body: ESTIMATES given for all classes of building. Address— No. 53, ESSEX STREET, MASTERTON.	[427, 223, 556, 251]
advertisement-body: WOOD AND COAL MERCHANT, Hall Street. Wood in any lengths. Coalbrookdale and Polewanin Coal always in stock. Telephone No. 136.	[427, 1006, 556, 1044]
advertisement-body: J. SMITH & SONS wish to notify the general public of Masterton and surrounding districts that they are now carrying on business as Masterton PAINTERS, PAPERHANGERS AND GENERAL DECORATORS. Mr J. Smith has had 30 years' experience, and will give every satisfaction. Estimates given. Graining and Marbling a specialty. Good workmanship guaranteed. Address: CHURCH STREET, MASTERTON.	[427, 1397, 556, 1499]
advertisement	[702, 1079, 832, 1137]
